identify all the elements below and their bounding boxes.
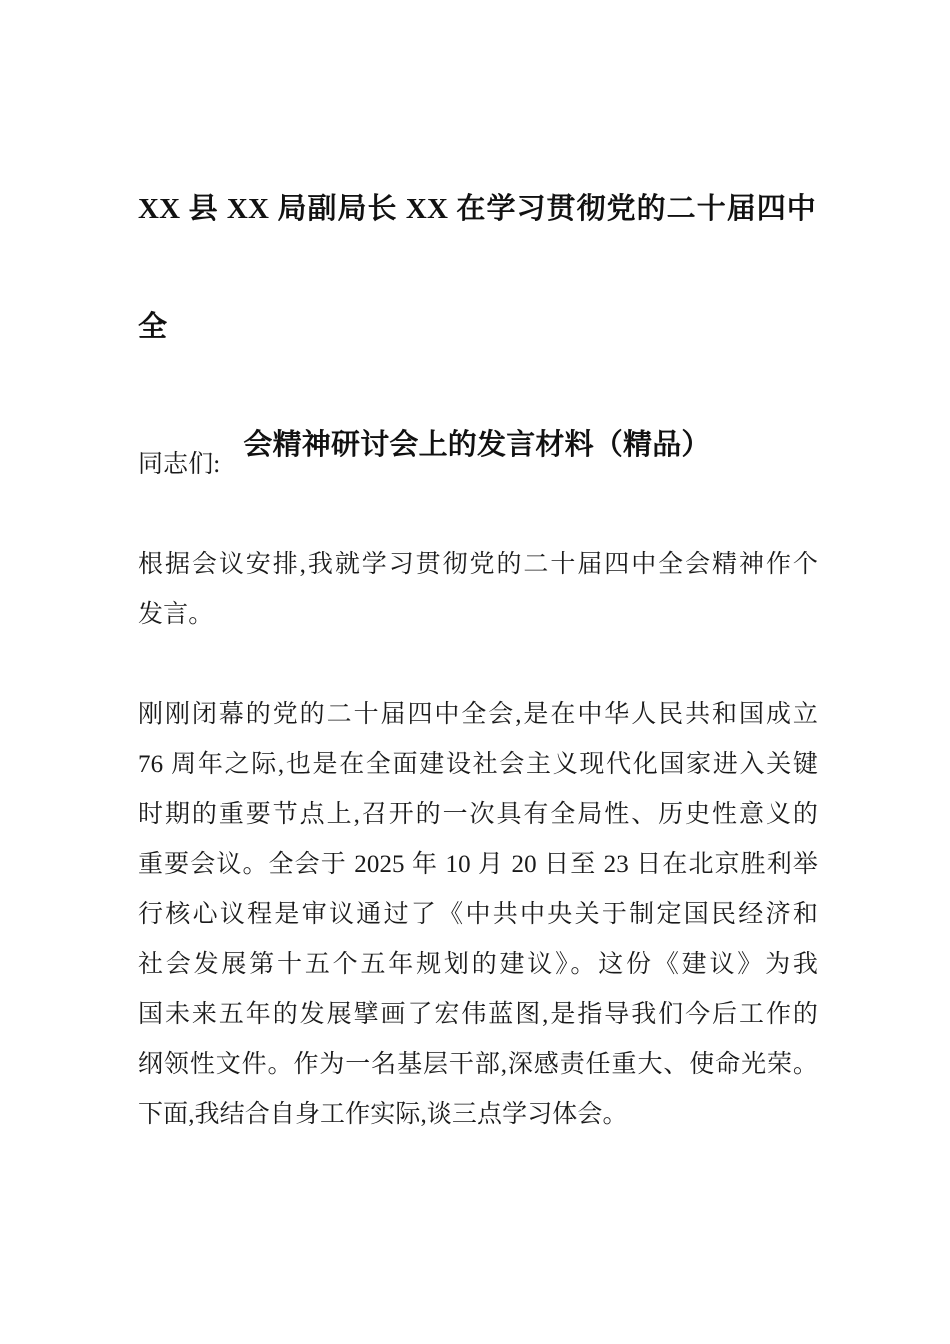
paragraph-2-line-9: 下面,我结合自身工作实际,谈三点学习体会。 [138, 1101, 628, 1128]
paragraph-2-line-3: 时期的重要节点上,召开的一次具有全局性、历史性意义的 [138, 801, 818, 828]
paragraph-2-line-5: 行核心议程是审议通过了《中共中央关于制定国民经济和 [138, 901, 818, 928]
paragraph-2-line-4: 重要会议。全会于 2025 年 10 月 20 日至 23 日在北京胜利举 [138, 851, 818, 878]
paragraph-1-line-2: 发言。 [138, 601, 214, 628]
paragraph-1 [138, 540, 818, 640]
page-title-line-2: 会精神研讨会上的发言材料（精品） [243, 429, 711, 461]
paragraph-2 [138, 690, 818, 1140]
page-title-line-1: XX 县 XX 局副局长 XX 在学习贯彻党的二十届四中全 [138, 193, 816, 343]
paragraph-1-line-1: 根据会议安排,我就学习贯彻党的二十届四中全会精神作个 [138, 551, 818, 578]
document-body [138, 440, 818, 1140]
paragraph-2-line-1: 刚刚闭幕的党的二十届四中全会,是在中华人民共和国成立 [138, 701, 818, 728]
paragraph-2-line-6: 社会发展第十五个五年规划的建议》。这份《建议》为我 [138, 951, 818, 978]
paragraph-2-line-7: 国未来五年的发展擘画了宏伟蓝图,是指导我们今后工作的 [138, 1001, 818, 1028]
paragraph-2-line-8: 纲领性文件。作为一名基层干部,深感责任重大、使命光荣。 [138, 1051, 818, 1078]
salutation [138, 440, 818, 490]
salutation-text: 同志们: [138, 451, 221, 478]
paragraph-2-line-2: 76 周年之际,也是在全面建设社会主义现代化国家进入关键 [138, 751, 818, 778]
